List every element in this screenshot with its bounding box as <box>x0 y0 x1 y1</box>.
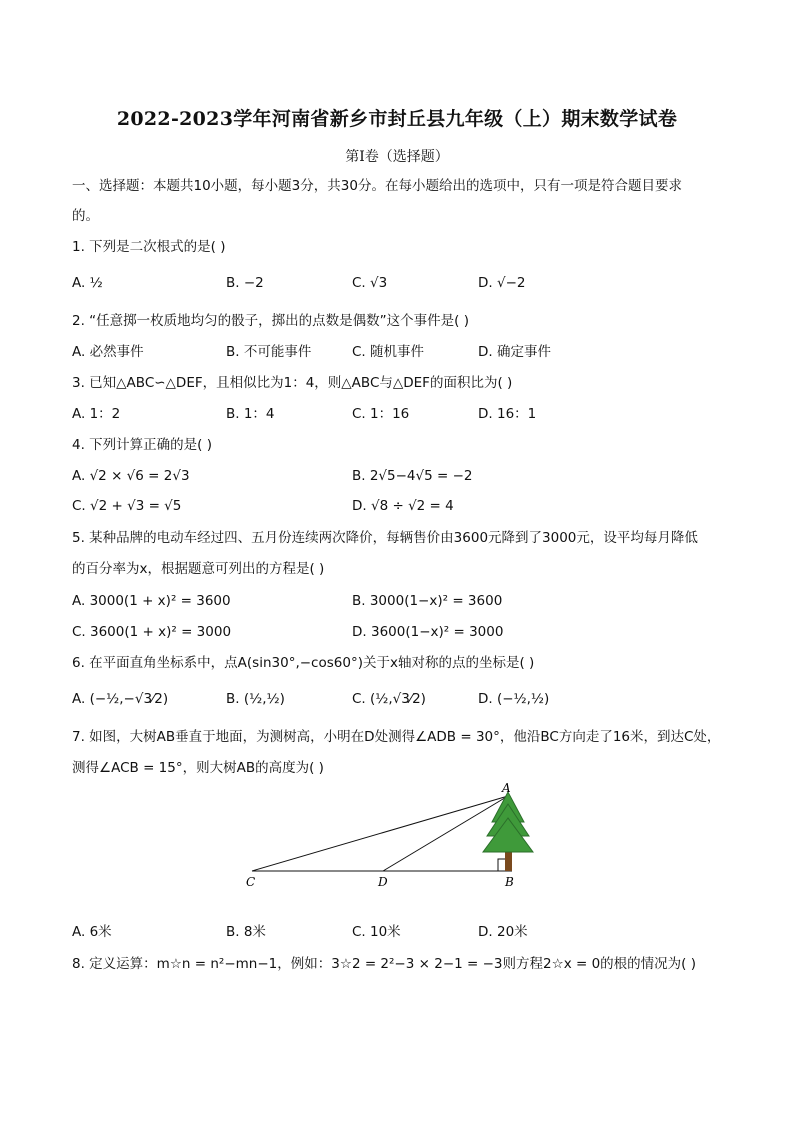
q5-option-d: D. 3600(1−x)² = 3000 <box>352 624 504 640</box>
q6-option-c: C. (½,√3⁄2) <box>352 691 426 707</box>
q5-option-b: B. 3000(1−x)² = 3600 <box>352 593 503 609</box>
q5-option-a: A. 3000(1 + x)² = 3600 <box>72 593 231 609</box>
q6-option-b: B. (½,½) <box>226 691 285 707</box>
label-a: A <box>502 782 511 795</box>
instructions-line-1: 一、选择题：本题共10小题，每小题3分，共30分。在每小题给出的选项中，只有一项是符合题目要求 <box>72 178 682 194</box>
q7-option-d: D. 20米 <box>478 924 528 940</box>
question-5-stem-line-2: 的百分率为x，根据题意可列出的方程是( ) <box>72 561 325 577</box>
q7-option-c: C. 10米 <box>352 924 401 940</box>
question-8-stem: 8. 定义运算：m☆n = n²−mn−1，例如：3☆2 = 2²−3 × 2−1 = −3则方程2☆x = 0的根的情况为( ) <box>72 956 697 972</box>
q4-option-a: A. √2 × √6 = 2√3 <box>72 468 190 484</box>
q4-option-d: D. √8 ÷ √2 = 4 <box>352 498 454 514</box>
q1-option-a: A. ½ <box>72 275 103 291</box>
question-4-stem: 4. 下列计算正确的是( ) <box>72 437 212 453</box>
q5-option-c: C. 3600(1 + x)² = 3000 <box>72 624 232 640</box>
section-subtitle: 第Ⅰ卷（选择题） <box>345 149 449 165</box>
label-d: D <box>378 875 388 889</box>
q6-option-a: A. (−½,−√3⁄2) <box>72 691 169 707</box>
q3-option-d: D. 16：1 <box>478 406 537 422</box>
q7-option-b: B. 8米 <box>226 924 266 940</box>
question-2-stem: 2. “任意掷一枚质地均匀的骰子，掷出的点数是偶数”这个事件是( ) <box>72 313 469 329</box>
question-6-stem: 6. 在平面直角坐标系中，点A(sin30°,−cos60°)关于x轴对称的点的坐标是( ) <box>72 655 535 671</box>
question-1-stem: 1. 下列是二次根式的是( ) <box>72 239 226 255</box>
q2-option-d: D. 确定事件 <box>478 344 551 360</box>
label-c: C <box>246 875 256 889</box>
question-7-stem-line-2: 测得∠ACB = 15°，则大树AB的高度为( ) <box>72 760 324 776</box>
q1-option-b: B. −2 <box>226 275 264 291</box>
question-3-stem: 3. 已知△ABC∽△DEF，且相似比为1：4，则△ABC与△DEF的面积比为( ) <box>72 375 513 391</box>
question-7-stem-line-1: 7. 如图，大树AB垂直于地面，为测树高，小明在D处测得∠ADB = 30°，他沿BC方向走了16米，到达C处， <box>72 729 721 745</box>
q3-option-c: C. 1：16 <box>352 406 410 422</box>
q1-option-c: C. √3 <box>352 275 388 291</box>
q2-option-c: C. 随机事件 <box>352 344 425 360</box>
sight-line-ca <box>252 796 508 871</box>
q3-option-b: B. 1：4 <box>226 406 275 422</box>
instructions-line-2: 的。 <box>72 208 99 224</box>
q1-option-d: D. √−2 <box>478 275 526 291</box>
tree-height-figure <box>240 782 540 892</box>
question-5-stem-line-1: 5. 某种品牌的电动车经过四、五月份连续两次降价，每辆售价由3600元降到了3000元，设平均每月降低 <box>72 530 698 546</box>
tree-icon <box>483 792 533 871</box>
q6-option-d: D. (−½,½) <box>478 691 550 707</box>
label-b: B <box>505 875 514 889</box>
q2-option-b: B. 不可能事件 <box>226 344 312 360</box>
q2-option-a: A. 必然事件 <box>72 344 144 360</box>
q4-option-c: C. √2 + √3 = √5 <box>72 498 182 514</box>
page-title: 2022-2023学年河南省新乡市封丘县九年级（上）期末数学试卷 <box>116 108 678 130</box>
q3-option-a: A. 1：2 <box>72 406 121 422</box>
q4-option-b: B. 2√5−4√5 = −2 <box>352 468 473 484</box>
q7-option-a: A. 6米 <box>72 924 112 940</box>
